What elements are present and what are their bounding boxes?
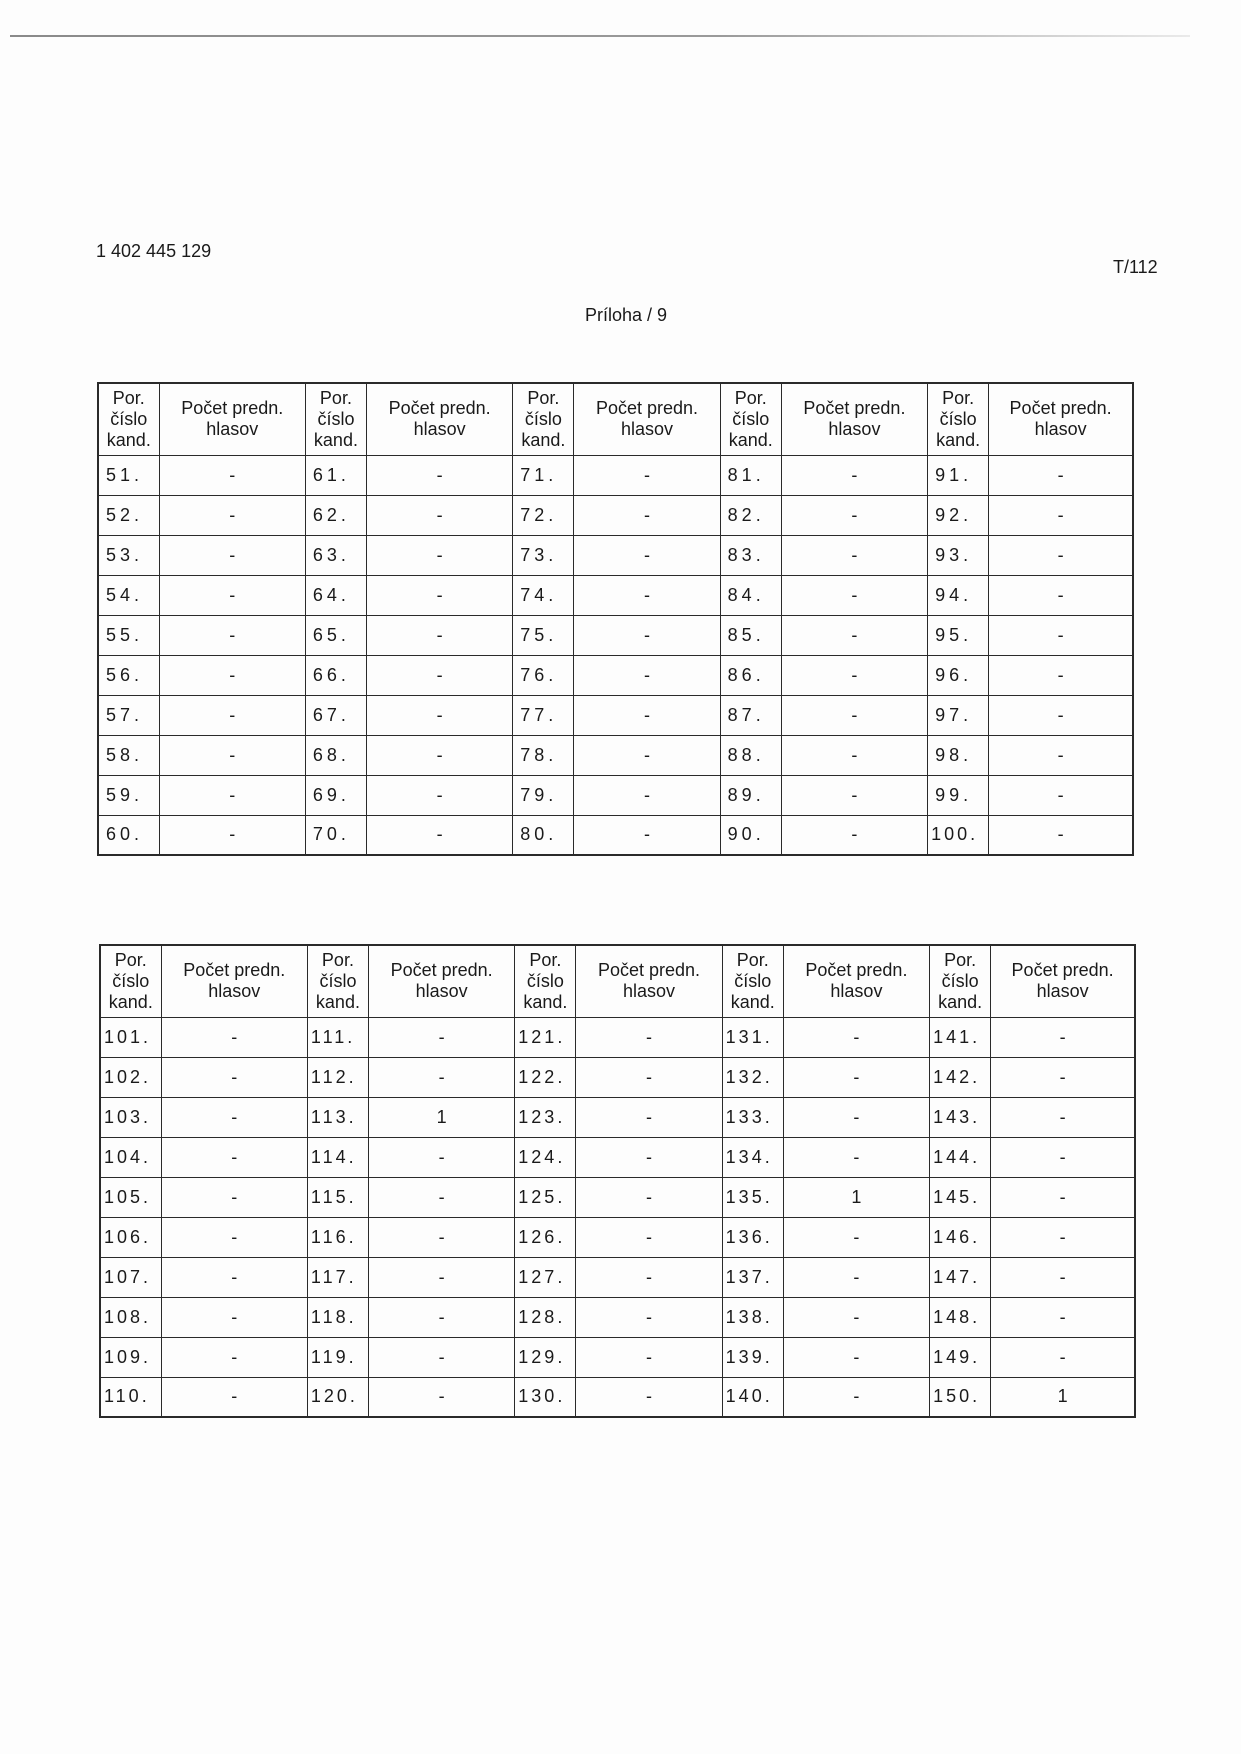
- candidate-number-cell: 142.: [930, 1057, 991, 1097]
- candidate-number-cell: 73.: [513, 535, 574, 575]
- preferential-votes-cell: -: [991, 1217, 1135, 1257]
- header-line: Počet predn.: [597, 960, 701, 981]
- candidate-number-cell: 149.: [930, 1337, 991, 1377]
- table-row: [98, 655, 1133, 695]
- candidate-number-cell: 64.: [305, 575, 366, 615]
- candidate-number-cell: 134.: [722, 1137, 783, 1177]
- candidate-number-cell: 65.: [305, 615, 366, 655]
- candidate-number-cell: 103.: [100, 1097, 161, 1137]
- header-line: číslo: [526, 970, 564, 991]
- preferential-votes-cell: -: [989, 735, 1133, 775]
- preferential-votes-cell: -: [783, 1297, 929, 1337]
- preferential-votes-cell: -: [574, 575, 720, 615]
- preferential-votes-cell: -: [576, 1217, 722, 1257]
- preferential-votes-cell: -: [369, 1217, 515, 1257]
- header-line: číslo: [317, 408, 355, 429]
- header-line: kand.: [938, 991, 983, 1012]
- candidate-number-cell: 116.: [307, 1217, 368, 1257]
- preferential-votes-cell: -: [989, 455, 1133, 495]
- header-line: hlasov: [1034, 419, 1087, 440]
- candidate-number-cell: 84.: [720, 575, 781, 615]
- candidate-number-cell: 90.: [720, 815, 781, 855]
- preferential-votes-cell: -: [989, 615, 1133, 655]
- candidate-number-cell: 98.: [928, 735, 989, 775]
- preferential-votes-cell: -: [576, 1377, 722, 1417]
- table-row: [100, 1097, 1135, 1137]
- header-line: Por.: [734, 387, 767, 408]
- document-id: 1 402 445 129: [96, 241, 212, 261]
- candidate-number-cell: 93.: [928, 535, 989, 575]
- candidate-number-cell: 100.: [928, 815, 989, 855]
- candidate-number-cell: 107.: [100, 1257, 161, 1297]
- header-line: kand.: [315, 991, 360, 1012]
- header-line: Por.: [942, 387, 975, 408]
- candidate-number-cell: 70.: [305, 815, 366, 855]
- table-row: [98, 775, 1133, 815]
- candidate-number-cell: 55.: [98, 615, 159, 655]
- header-line: kand.: [936, 429, 981, 450]
- candidate-number-cell: 95.: [928, 615, 989, 655]
- votes-table-candidates-101-150: [99, 944, 1136, 1418]
- table-row: [98, 495, 1133, 535]
- candidate-number-header: [722, 945, 783, 1017]
- preferential-votes-cell: -: [783, 1057, 929, 1097]
- preferential-votes-cell: -: [367, 615, 513, 655]
- candidate-number-header: [307, 945, 368, 1017]
- preferential-votes-header: [161, 945, 307, 1017]
- preferential-votes-header: [783, 945, 929, 1017]
- preferential-votes-cell: -: [369, 1297, 515, 1337]
- candidate-number-cell: 106.: [100, 1217, 161, 1257]
- header-row: [98, 383, 1133, 455]
- header-line: Počet predn.: [805, 960, 908, 981]
- preferential-votes-cell: -: [161, 1257, 307, 1297]
- preferential-votes-header: [576, 945, 722, 1017]
- preferential-votes-cell: -: [161, 1377, 307, 1417]
- preferential-votes-cell: -: [161, 1097, 307, 1137]
- preferential-votes-cell: -: [159, 615, 305, 655]
- preferential-votes-cell: -: [161, 1297, 307, 1337]
- preferential-votes-cell: -: [781, 455, 927, 495]
- header-line: kand.: [108, 991, 153, 1012]
- candidate-number-cell: 122.: [515, 1057, 576, 1097]
- header-line: Počet predn.: [183, 960, 286, 981]
- votes-table-candidates-51-100: [97, 382, 1134, 856]
- candidate-number-cell: 112.: [307, 1057, 368, 1097]
- candidate-number-header: [98, 383, 159, 455]
- preferential-votes-cell: -: [991, 1057, 1135, 1097]
- preferential-votes-cell: -: [576, 1097, 722, 1137]
- candidate-number-cell: 109.: [100, 1337, 161, 1377]
- preferential-votes-cell: -: [781, 575, 927, 615]
- preferential-votes-cell: -: [161, 1177, 307, 1217]
- preferential-votes-cell: -: [576, 1257, 722, 1297]
- preferential-votes-cell: -: [369, 1377, 515, 1417]
- preferential-votes-header: [991, 945, 1135, 1017]
- table-row: [98, 575, 1133, 615]
- header-line: hlasov: [1036, 981, 1089, 1002]
- header-line: Por.: [736, 949, 769, 970]
- preferential-votes-cell: -: [159, 775, 305, 815]
- candidate-number-cell: 76.: [513, 655, 574, 695]
- preferential-votes-cell: -: [783, 1097, 929, 1137]
- candidate-number-header: [305, 383, 366, 455]
- candidate-number-cell: 92.: [928, 495, 989, 535]
- candidate-number-cell: 57.: [98, 695, 159, 735]
- preferential-votes-cell: -: [576, 1337, 722, 1377]
- candidate-number-cell: 126.: [515, 1217, 576, 1257]
- candidate-number-cell: 66.: [305, 655, 366, 695]
- preferential-votes-cell: -: [367, 695, 513, 735]
- candidate-number-cell: 123.: [515, 1097, 576, 1137]
- preferential-votes-header: [369, 945, 515, 1017]
- preferential-votes-cell: -: [161, 1337, 307, 1377]
- preferential-votes-cell: -: [783, 1217, 929, 1257]
- candidate-number-cell: 131.: [722, 1017, 783, 1057]
- header-line: kand.: [523, 991, 568, 1012]
- candidate-number-cell: 102.: [100, 1057, 161, 1097]
- header-line: číslo: [941, 970, 979, 991]
- candidate-number-cell: 108.: [100, 1297, 161, 1337]
- candidate-number-cell: 136.: [722, 1217, 783, 1257]
- candidate-number-cell: 104.: [100, 1137, 161, 1177]
- header-line: Por.: [944, 949, 977, 970]
- header-line: Počet predn.: [1009, 398, 1112, 419]
- candidate-number-cell: 75.: [513, 615, 574, 655]
- candidate-number-cell: 71.: [513, 455, 574, 495]
- preferential-votes-cell: -: [367, 495, 513, 535]
- table-row: [100, 1297, 1135, 1337]
- candidate-number-cell: 146.: [930, 1217, 991, 1257]
- preferential-votes-cell: -: [159, 655, 305, 695]
- preferential-votes-cell: -: [991, 1177, 1135, 1217]
- preferential-votes-header: [781, 383, 927, 455]
- candidate-number-cell: 83.: [720, 535, 781, 575]
- candidate-number-cell: 99.: [928, 775, 989, 815]
- preferential-votes-cell: -: [574, 695, 720, 735]
- preferential-votes-cell: -: [159, 535, 305, 575]
- preferential-votes-cell: -: [576, 1017, 722, 1057]
- candidate-number-cell: 148.: [930, 1297, 991, 1337]
- candidate-number-cell: 61.: [305, 455, 366, 495]
- candidate-number-cell: 79.: [513, 775, 574, 815]
- preferential-votes-header: [159, 383, 305, 455]
- preferential-votes-cell: -: [574, 535, 720, 575]
- candidate-number-cell: 59.: [98, 775, 159, 815]
- header-line: Počet predn.: [595, 398, 699, 419]
- candidate-number-cell: 135.: [722, 1177, 783, 1217]
- preferential-votes-cell: -: [991, 1097, 1135, 1137]
- preferential-votes-cell: -: [369, 1177, 515, 1217]
- table-row: [100, 1377, 1135, 1417]
- candidate-number-cell: 121.: [515, 1017, 576, 1057]
- header-line: Por.: [114, 949, 147, 970]
- header-line: číslo: [939, 408, 977, 429]
- preferential-votes-cell: -: [991, 1017, 1135, 1057]
- candidate-number-header: [928, 383, 989, 455]
- candidate-number-cell: 139.: [722, 1337, 783, 1377]
- preferential-votes-cell: -: [991, 1137, 1135, 1177]
- preferential-votes-cell: -: [161, 1017, 307, 1057]
- preferential-votes-cell: -: [576, 1297, 722, 1337]
- header-line: kand.: [106, 429, 151, 450]
- preferential-votes-cell: -: [781, 815, 927, 855]
- candidate-number-cell: 145.: [930, 1177, 991, 1217]
- candidate-number-cell: 56.: [98, 655, 159, 695]
- preferential-votes-cell: -: [989, 495, 1133, 535]
- candidate-number-cell: 86.: [720, 655, 781, 695]
- preferential-votes-cell: -: [574, 775, 720, 815]
- candidate-number-header: [100, 945, 161, 1017]
- candidate-number-cell: 54.: [98, 575, 159, 615]
- candidate-number-cell: 140.: [722, 1377, 783, 1417]
- candidate-number-cell: 125.: [515, 1177, 576, 1217]
- preferential-votes-cell: -: [367, 735, 513, 775]
- candidate-number-cell: 118.: [307, 1297, 368, 1337]
- candidate-number-cell: 105.: [100, 1177, 161, 1217]
- preferential-votes-cell: -: [574, 615, 720, 655]
- candidate-number-cell: 150.: [930, 1377, 991, 1417]
- candidate-number-cell: 119.: [307, 1337, 368, 1377]
- candidate-number-cell: 63.: [305, 535, 366, 575]
- preferential-votes-cell: -: [367, 575, 513, 615]
- preferential-votes-cell: -: [161, 1057, 307, 1097]
- preferential-votes-cell: -: [369, 1017, 515, 1057]
- header-line: Por.: [112, 387, 145, 408]
- scan-edge-line: [10, 35, 1190, 37]
- header-line: hlasov: [623, 981, 676, 1002]
- header-line: hlasov: [208, 981, 261, 1002]
- preferential-votes-header: [574, 383, 720, 455]
- candidate-number-cell: 67.: [305, 695, 366, 735]
- preferential-votes-cell: -: [367, 775, 513, 815]
- candidate-number-cell: 144.: [930, 1137, 991, 1177]
- candidate-number-cell: 52.: [98, 495, 159, 535]
- preferential-votes-cell: -: [781, 735, 927, 775]
- header-line: kand.: [730, 991, 775, 1012]
- preferential-votes-cell: -: [574, 495, 720, 535]
- header-row: [100, 945, 1135, 1017]
- header-line: hlasov: [830, 981, 883, 1002]
- header-line: hlasov: [413, 419, 466, 440]
- header-line: číslo: [319, 970, 357, 991]
- preferential-votes-cell: -: [367, 455, 513, 495]
- preferential-votes-cell: -: [783, 1337, 929, 1377]
- candidate-number-cell: 58.: [98, 735, 159, 775]
- candidate-number-cell: 77.: [513, 695, 574, 735]
- candidate-number-header: [720, 383, 781, 455]
- candidate-number-cell: 62.: [305, 495, 366, 535]
- candidate-number-cell: 60.: [98, 815, 159, 855]
- table-row: [100, 1217, 1135, 1257]
- preferential-votes-cell: 1: [369, 1097, 515, 1137]
- preferential-votes-cell: -: [161, 1217, 307, 1257]
- header-line: hlasov: [206, 419, 259, 440]
- candidate-number-cell: 69.: [305, 775, 366, 815]
- preferential-votes-cell: -: [159, 495, 305, 535]
- candidate-number-cell: 88.: [720, 735, 781, 775]
- preferential-votes-cell: -: [989, 655, 1133, 695]
- candidate-number-cell: 124.: [515, 1137, 576, 1177]
- candidate-number-cell: 91.: [928, 455, 989, 495]
- candidate-number-cell: 138.: [722, 1297, 783, 1337]
- table-row: [98, 815, 1133, 855]
- candidate-number-cell: 101.: [100, 1017, 161, 1057]
- table-row: [98, 455, 1133, 495]
- candidate-number-cell: 74.: [513, 575, 574, 615]
- preferential-votes-cell: -: [783, 1257, 929, 1297]
- candidate-number-cell: 89.: [720, 775, 781, 815]
- candidate-number-header: [513, 383, 574, 455]
- candidate-number-cell: 81.: [720, 455, 781, 495]
- header-line: Počet predn.: [388, 398, 491, 419]
- table-row: [98, 615, 1133, 655]
- preferential-votes-cell: -: [781, 615, 927, 655]
- preferential-votes-cell: 1: [991, 1377, 1135, 1417]
- candidate-number-cell: 96.: [928, 655, 989, 695]
- candidate-number-cell: 78.: [513, 735, 574, 775]
- header-line: číslo: [110, 408, 148, 429]
- preferential-votes-cell: -: [369, 1137, 515, 1177]
- header-line: Por.: [527, 387, 560, 408]
- candidate-number-cell: 127.: [515, 1257, 576, 1297]
- preferential-votes-cell: -: [989, 775, 1133, 815]
- candidate-number-cell: 113.: [307, 1097, 368, 1137]
- preferential-votes-cell: -: [989, 815, 1133, 855]
- preferential-votes-cell: -: [367, 815, 513, 855]
- preferential-votes-cell: -: [159, 575, 305, 615]
- candidate-number-cell: 111.: [307, 1017, 368, 1057]
- header-line: hlasov: [621, 419, 674, 440]
- preferential-votes-cell: -: [991, 1337, 1135, 1377]
- candidate-number-cell: 51.: [98, 455, 159, 495]
- table-row: [100, 1257, 1135, 1297]
- preferential-votes-cell: -: [574, 735, 720, 775]
- header-line: číslo: [112, 970, 150, 991]
- preferential-votes-cell: -: [369, 1057, 515, 1097]
- header-line: hlasov: [415, 981, 468, 1002]
- candidate-number-cell: 85.: [720, 615, 781, 655]
- candidate-number-cell: 132.: [722, 1057, 783, 1097]
- header-line: Počet predn.: [1011, 960, 1114, 981]
- table-row: [100, 1177, 1135, 1217]
- table-row: [100, 1017, 1135, 1057]
- candidate-number-header: [930, 945, 991, 1017]
- header-line: Por.: [321, 949, 354, 970]
- candidate-number-cell: 117.: [307, 1257, 368, 1297]
- preferential-votes-cell: -: [989, 695, 1133, 735]
- candidate-number-cell: 137.: [722, 1257, 783, 1297]
- candidate-number-cell: 115.: [307, 1177, 368, 1217]
- candidate-number-cell: 94.: [928, 575, 989, 615]
- candidate-number-cell: 53.: [98, 535, 159, 575]
- table-row: [98, 535, 1133, 575]
- preferential-votes-cell: -: [781, 535, 927, 575]
- preferential-votes-cell: -: [159, 735, 305, 775]
- candidate-number-cell: 97.: [928, 695, 989, 735]
- candidate-number-cell: 128.: [515, 1297, 576, 1337]
- preferential-votes-cell: -: [783, 1137, 929, 1177]
- preferential-votes-cell: -: [369, 1257, 515, 1297]
- document-code: T/112: [1113, 257, 1158, 277]
- candidate-number-cell: 110.: [100, 1377, 161, 1417]
- preferential-votes-cell: -: [781, 775, 927, 815]
- preferential-votes-cell: -: [367, 655, 513, 695]
- annex-title: Príloha / 9: [585, 305, 668, 325]
- preferential-votes-cell: -: [159, 455, 305, 495]
- candidate-number-cell: 82.: [720, 495, 781, 535]
- header-line: číslo: [524, 408, 562, 429]
- header-line: Počet predn.: [803, 398, 906, 419]
- preferential-votes-cell: -: [989, 535, 1133, 575]
- preferential-votes-cell: -: [369, 1337, 515, 1377]
- preferential-votes-cell: -: [159, 695, 305, 735]
- preferential-votes-cell: -: [159, 815, 305, 855]
- table-row: [100, 1057, 1135, 1097]
- header-line: Počet predn.: [181, 398, 284, 419]
- header-line: kand.: [313, 429, 358, 450]
- candidate-number-cell: 114.: [307, 1137, 368, 1177]
- candidate-number-cell: 80.: [513, 815, 574, 855]
- table-row: [100, 1137, 1135, 1177]
- header-line: kand.: [521, 429, 566, 450]
- candidate-number-cell: 133.: [722, 1097, 783, 1137]
- header-line: hlasov: [828, 419, 881, 440]
- table-row: [98, 735, 1133, 775]
- preferential-votes-cell: -: [781, 655, 927, 695]
- preferential-votes-cell: -: [781, 495, 927, 535]
- preferential-votes-cell: -: [574, 455, 720, 495]
- header-line: Por.: [529, 949, 562, 970]
- candidate-number-cell: 147.: [930, 1257, 991, 1297]
- preferential-votes-cell: -: [576, 1057, 722, 1097]
- preferential-votes-cell: -: [991, 1257, 1135, 1297]
- preferential-votes-cell: -: [781, 695, 927, 735]
- candidate-number-cell: 120.: [307, 1377, 368, 1417]
- table-row: [100, 1337, 1135, 1377]
- preferential-votes-cell: -: [783, 1377, 929, 1417]
- header-line: číslo: [732, 408, 770, 429]
- candidate-number-cell: 129.: [515, 1337, 576, 1377]
- preferential-votes-cell: -: [574, 815, 720, 855]
- candidate-number-cell: 87.: [720, 695, 781, 735]
- table-row: [98, 695, 1133, 735]
- candidate-number-cell: 141.: [930, 1017, 991, 1057]
- candidate-number-cell: 72.: [513, 495, 574, 535]
- candidate-number-cell: 143.: [930, 1097, 991, 1137]
- preferential-votes-cell: -: [991, 1297, 1135, 1337]
- preferential-votes-cell: -: [367, 535, 513, 575]
- header-line: Počet predn.: [390, 960, 493, 981]
- preferential-votes-cell: 1: [783, 1177, 929, 1217]
- preferential-votes-header: [989, 383, 1133, 455]
- preferential-votes-cell: -: [576, 1177, 722, 1217]
- preferential-votes-header: [367, 383, 513, 455]
- header-line: Por.: [319, 387, 352, 408]
- candidate-number-cell: 130.: [515, 1377, 576, 1417]
- preferential-votes-cell: -: [783, 1017, 929, 1057]
- header-line: kand.: [728, 429, 773, 450]
- preferential-votes-cell: -: [161, 1137, 307, 1177]
- candidate-number-header: [515, 945, 576, 1017]
- preferential-votes-cell: -: [576, 1137, 722, 1177]
- preferential-votes-cell: -: [574, 655, 720, 695]
- header-line: číslo: [734, 970, 772, 991]
- preferential-votes-cell: -: [989, 575, 1133, 615]
- candidate-number-cell: 68.: [305, 735, 366, 775]
